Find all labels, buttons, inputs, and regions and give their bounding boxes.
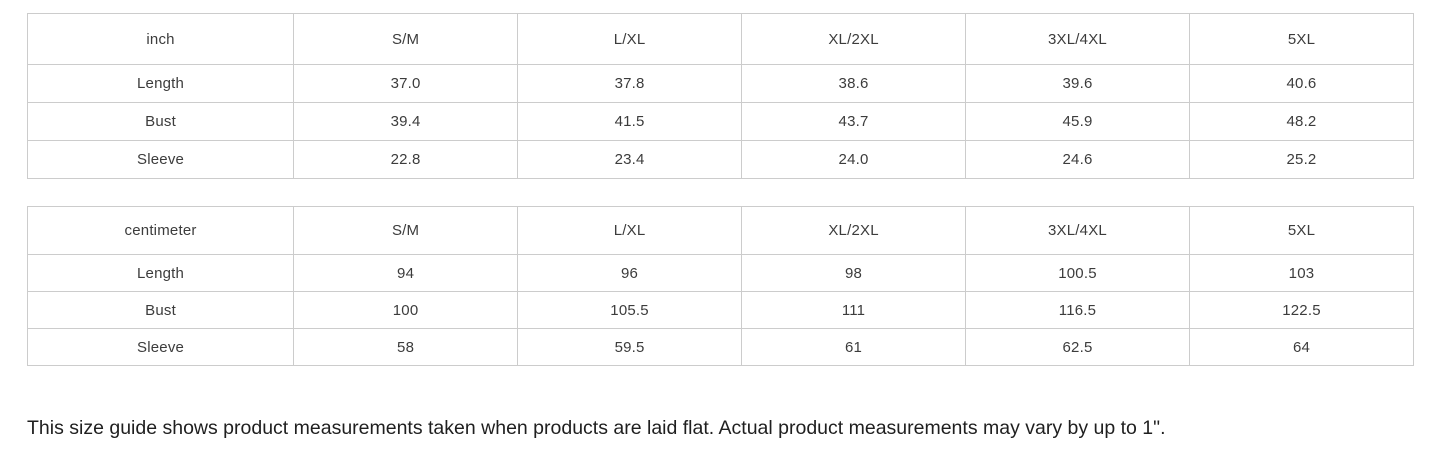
column-header: 3XL/4XL xyxy=(966,207,1190,255)
measurement-row xyxy=(28,255,1414,292)
header-row xyxy=(28,207,1414,255)
row-label: Sleeve xyxy=(28,141,294,179)
size-value: 58 xyxy=(294,329,518,366)
size-value: 41.5 xyxy=(518,103,742,141)
size-value: 105.5 xyxy=(518,292,742,329)
row-label: Length xyxy=(28,65,294,103)
unit-header: centimeter xyxy=(28,207,294,255)
size-value: 39.4 xyxy=(294,103,518,141)
size-value: 38.6 xyxy=(742,65,966,103)
column-header: L/XL xyxy=(518,207,742,255)
size-value: 59.5 xyxy=(518,329,742,366)
column-header: 5XL xyxy=(1189,207,1413,255)
size-value: 23.4 xyxy=(518,141,742,179)
size-value: 25.2 xyxy=(1189,141,1413,179)
column-header: S/M xyxy=(294,14,518,65)
row-label: Length xyxy=(28,255,294,292)
size-value: 122.5 xyxy=(1189,292,1413,329)
size-value: 40.6 xyxy=(1189,65,1413,103)
size-value: 24.6 xyxy=(966,141,1190,179)
size-value: 24.0 xyxy=(742,141,966,179)
column-header: 3XL/4XL xyxy=(966,14,1190,65)
size-value: 61 xyxy=(742,329,966,366)
size-value: 48.2 xyxy=(1189,103,1413,141)
measurement-row xyxy=(28,329,1414,366)
size-table-inch xyxy=(27,13,1414,179)
size-table-centimeter xyxy=(27,206,1414,366)
size-value: 62.5 xyxy=(966,329,1190,366)
size-value: 100.5 xyxy=(966,255,1190,292)
size-guide-note: This size guide shows product measurements taken when products are laid flat. Actual product measurements may vary by up to 1". xyxy=(27,417,1166,439)
size-value: 39.6 xyxy=(966,65,1190,103)
column-header: XL/2XL xyxy=(742,14,966,65)
size-value: 116.5 xyxy=(966,292,1190,329)
size-value: 37.8 xyxy=(518,65,742,103)
measurement-row xyxy=(28,65,1414,103)
measurement-row xyxy=(28,292,1414,329)
size-value: 96 xyxy=(518,255,742,292)
size-value: 94 xyxy=(294,255,518,292)
row-label: Bust xyxy=(28,292,294,329)
measurement-row xyxy=(28,141,1414,179)
size-value: 64 xyxy=(1189,329,1413,366)
column-header: S/M xyxy=(294,207,518,255)
size-value: 43.7 xyxy=(742,103,966,141)
measurement-row xyxy=(28,103,1414,141)
size-value: 45.9 xyxy=(966,103,1190,141)
header-row xyxy=(28,14,1414,65)
row-label: Bust xyxy=(28,103,294,141)
size-value: 100 xyxy=(294,292,518,329)
unit-header: inch xyxy=(28,14,294,65)
column-header: L/XL xyxy=(518,14,742,65)
row-label: Sleeve xyxy=(28,329,294,366)
size-value: 111 xyxy=(742,292,966,329)
size-value: 22.8 xyxy=(294,141,518,179)
size-value: 98 xyxy=(742,255,966,292)
column-header: XL/2XL xyxy=(742,207,966,255)
column-header: 5XL xyxy=(1189,14,1413,65)
size-value: 37.0 xyxy=(294,65,518,103)
size-value: 103 xyxy=(1189,255,1413,292)
